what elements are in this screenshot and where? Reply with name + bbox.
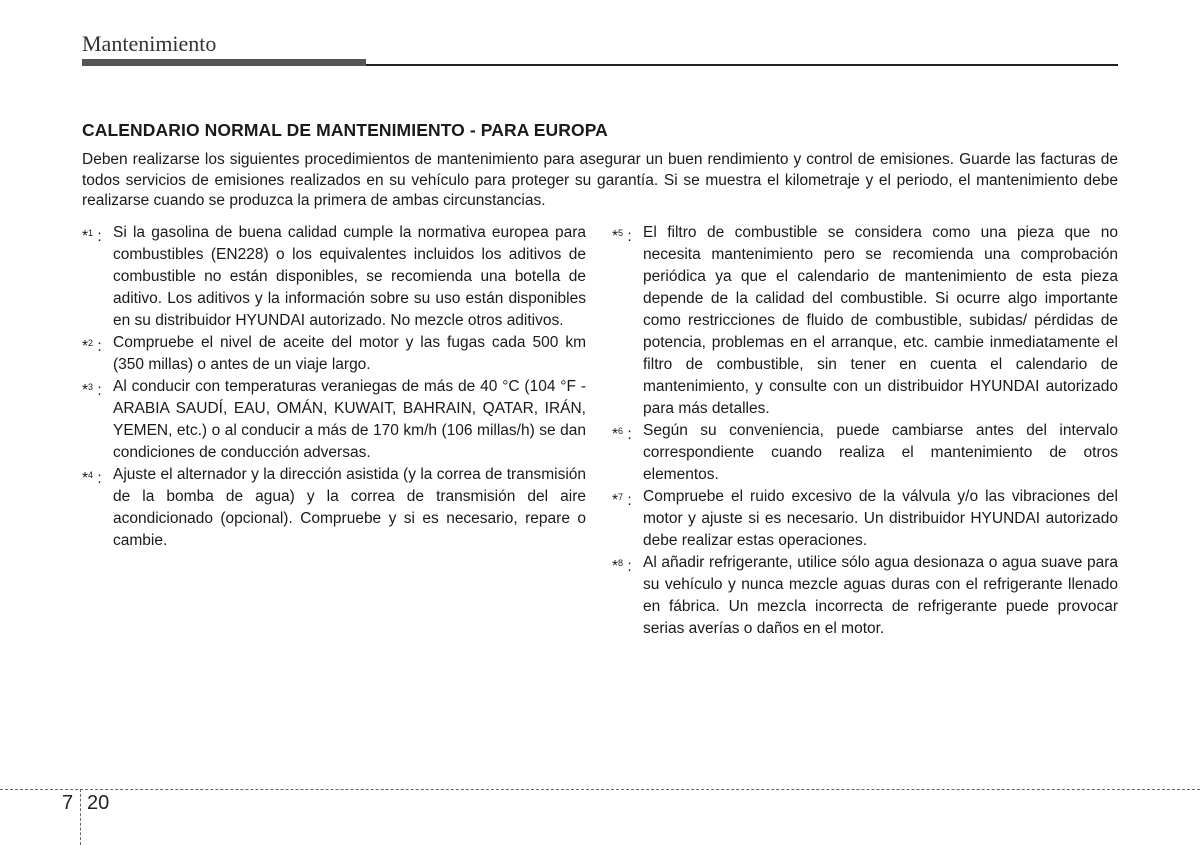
intro-paragraph: Deben realizarse los siguientes procedimientos de mantenimiento para asegurar un buen rendimiento y control de emisiones. Guarde las facturas de todos servicios de emisiones realizados en su vehículo para proteger su garantía. Si se muestra el kilometraje y el periodo, el mantenimiento debe realizarse cuando se produzca la primera de ambas circunstancias.	[82, 151, 1118, 209]
page-number: 20	[87, 792, 110, 814]
chapter-title: Mantenimiento	[82, 31, 217, 56]
note-marker: *$^8$ :	[612, 558, 632, 575]
note-8	[612, 552, 1118, 640]
footer-dashed-divider	[80, 789, 81, 845]
note-text: Ajuste el alternador y la dirección asistida (y la correa de transmisión de la bomba de agua) y la correa de transmisión del aire acondicionado (opcional). Compruebe y si es necesario, repare o cambie.	[113, 466, 586, 549]
note-text: Según su conveniencia, puede cambiarse antes del intervalo correspondiente cuando realiza el mantenimiento de otros elementos.	[643, 422, 1118, 483]
note-5	[612, 222, 1118, 420]
header-accent-bar	[82, 59, 366, 66]
note-text: Si la gasolina de buena calidad cumple la normativa europea para combustibles (EN228) o los equivalentes incluidos los aditivos de combustible no están disponibles, se recomienda una botella de aditivo. Los aditivos y la información sobre su uso están disponibles en su distribuidor HYUNDAI autorizado. No mezcle otros aditivos.	[113, 224, 586, 329]
section-title: CALENDARIO NORMAL DE MANTENIMIENTO - PARA EUROPA	[82, 120, 608, 140]
note-text: El filtro de combustible se considera como una pieza que no necesita mantenimiento pero se recomienda una comprobación periódica ya que el calendario de mantenimiento de esta pieza depende de la calidad del combustible. Si ocurre algo importante como restricciones de fluido de combustible, subidas/ pérdidas de potencia, problemas en el arranque, etc. cambie inmediatamente el filtro de combustible, sin tener en cuenta el calendario de mantenimiento, y consulte con un distribuidor HYUNDAI autorizado para más detalles.	[643, 224, 1118, 417]
notes-right-column	[612, 222, 1118, 640]
note-marker: *$^1$ :	[82, 228, 102, 245]
note-text: Compruebe el ruido excesivo de la válvula y/o las vibraciones del motor y ajuste si es necesario. Un distribuidor HYUNDAI autorizado debe realizar estas operaciones.	[643, 488, 1118, 549]
note-4	[82, 464, 586, 552]
note-marker: *$^4$ :	[82, 470, 102, 487]
header-rule	[366, 64, 1118, 66]
note-1	[82, 222, 586, 332]
notes-left-column	[82, 222, 586, 552]
note-marker: *$^2$ :	[82, 338, 102, 355]
note-marker: *$^3$ :	[82, 382, 102, 399]
note-text: Compruebe el nivel de aceite del motor y las fugas cada 500 km (350 millas) o antes de un viaje largo.	[113, 334, 586, 373]
note-6	[612, 420, 1118, 486]
note-text: Al conducir con temperaturas veraniegas de más de 40 °C (104 °F - ARABIA SAUDÍ, EAU, OMÁN, KUWAIT, BAHRAIN, QATAR, IRÁN, YEMEN, etc.) o al conducir a más de 170 km/h (106 millas/h) se dan condiciones de conducción adversas.	[113, 378, 586, 461]
note-3	[82, 376, 586, 464]
note-marker: *$^5$ :	[612, 228, 632, 245]
footer-dashed-rule	[0, 789, 1200, 790]
note-marker: *$^6$ :	[612, 426, 632, 443]
note-text: Al añadir refrigerante, utilice sólo agua desionaza o agua suave para su vehículo y nunca mezcle aguas duras con el refrigerante llenado en fábrica. Un mezcla incorrecta de refrigerante puede provocar serias averías o daños en el motor.	[643, 554, 1118, 637]
note-marker: *$^7$ :	[612, 492, 632, 509]
chapter-number: 7	[62, 792, 74, 814]
note-7	[612, 486, 1118, 552]
note-2	[82, 332, 586, 376]
